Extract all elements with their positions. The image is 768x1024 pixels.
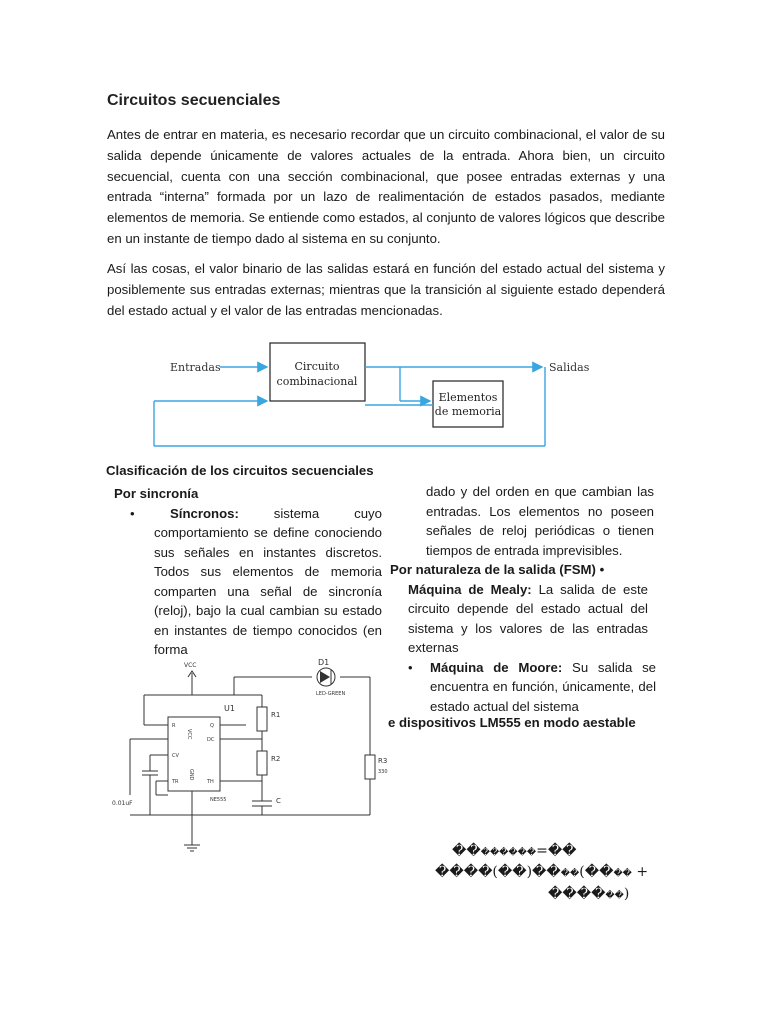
moore-text: Su salida se encuentra en función, únicamente, del estado actual del sistema — [430, 659, 657, 714]
formula-line-3 — [548, 886, 629, 902]
d1-label: D1 — [318, 658, 330, 667]
intro-paragraph: Antes de entrar en materia, es necesario recordar que un circuito combinacional, el valor de su salida depende únicamente de valores actuales de la entrada. Ahora bien, un circuito secuencial, cuenta con una sección combinacional, que posee entradas externas y una entrada “interna” formada por un lazo de realimentación de estados pasados, mediante elementos de memoria. Se entiende como estados, al conjunto de valores lógicos que describe en un instante de tiempo dado al sistema en su conjunto. — [107, 127, 665, 246]
memory-label-2: de memoria — [434, 405, 502, 418]
sync-text: sistema cuyo comportamiento se define conociendo sus señales en instantes discretos. Todos sus elementos de memoria comparten una señal de sincronía (reloj), bajo la cual cambian su estado en instantes de tiempo conocidos (en forma — [154, 505, 382, 657]
combinational-label-1: Circuito — [294, 360, 340, 373]
r2-label: R2 — [271, 755, 281, 763]
by-sync-heading: Por sincronía — [114, 486, 199, 501]
async-text: dado y del orden en que cambian las entradas. Los elementos no poseen señales de reloj periódicas o tienen tiempos de entrada imprevisibles. — [426, 484, 654, 558]
sync-list-item — [112, 504, 382, 660]
by-output-heading: Por naturaleza de la salida (FSM) • — [390, 562, 605, 577]
formula-frequency-subscript: ������ — [480, 848, 537, 858]
formula-subscript-c: �� — [605, 891, 624, 901]
sync-term: Síncronos: — [170, 505, 239, 521]
pin-cv: CV — [172, 753, 179, 759]
formula-subscript-b: �� — [613, 869, 632, 879]
cap-value: 0.01uF — [112, 800, 133, 807]
pin-th: TH — [207, 779, 214, 785]
sequential-block-diagram — [150, 333, 590, 451]
c-label: C — [276, 797, 281, 805]
pin-r: R — [172, 723, 176, 729]
mealy-term: Máquina de Mealy: — [408, 581, 532, 597]
chip-label: NE555 — [210, 797, 227, 803]
formula-numerator: �� — [547, 843, 577, 859]
formula-frequency-symbol: �� — [452, 843, 481, 859]
u1-label: U1 — [224, 704, 235, 713]
pin-gnd: GND — [188, 769, 194, 781]
memory-label-1: Elementos — [438, 391, 498, 404]
pin-tr: TR — [172, 779, 179, 785]
lm555-heading: e dispositivos LM555 en modo aestable — [388, 715, 636, 730]
pin-q: Q — [210, 723, 214, 729]
bullet-icon: • — [130, 505, 135, 521]
inputs-label: Entradas — [170, 361, 221, 374]
combinational-label-2: combinacional — [276, 375, 358, 388]
moore-item — [388, 658, 656, 717]
outputs-paragraph: Así las cosas, el valor binario de las salidas estará en función del estado actual del sistema y posiblemente sus entradas externas; mientras que la transición al siguiente estado dependerá del estado actual y el valor de las entradas mencionadas. — [107, 261, 665, 318]
formula-equals: = — [536, 843, 548, 859]
formula-line-1 — [452, 843, 577, 859]
r1-label: R1 — [271, 711, 281, 719]
moore-term: Máquina de Moore: — [430, 659, 563, 675]
r3-label: R3 — [378, 757, 388, 765]
formula-line-2 — [435, 864, 648, 880]
pin-vcc: VCC — [186, 729, 192, 740]
formula-plus: + — [631, 864, 649, 880]
mealy-item — [388, 580, 648, 658]
led-label: LED-GREEN — [316, 691, 346, 697]
bullet-icon: • — [408, 659, 413, 675]
formula-denominator-start: ����(��)�� — [435, 864, 561, 880]
memory-block — [433, 381, 503, 427]
page-title: Circuitos secuenciales — [107, 92, 281, 109]
formula-paren-close: ) — [623, 886, 630, 902]
classification-heading: Clasificación de los circuitos secuenciales — [106, 463, 374, 478]
formula-subscript-a: �� — [560, 869, 580, 879]
formula-paren-open: (�� — [579, 864, 614, 880]
vcc-label: VCC — [184, 662, 197, 669]
outputs-label: Salidas — [549, 361, 590, 374]
left-column — [112, 484, 382, 660]
pin-dc: DC — [207, 737, 215, 743]
right-column — [388, 482, 668, 716]
r3-value: 330 — [378, 769, 388, 775]
formula-term: ���� — [548, 886, 606, 902]
lm555-circuit-schematic — [106, 655, 388, 855]
led-icon — [317, 668, 335, 686]
mealy-text: La salida de este circuito depende del estado actual del sistema y los valores de las entradas externas — [408, 581, 648, 655]
